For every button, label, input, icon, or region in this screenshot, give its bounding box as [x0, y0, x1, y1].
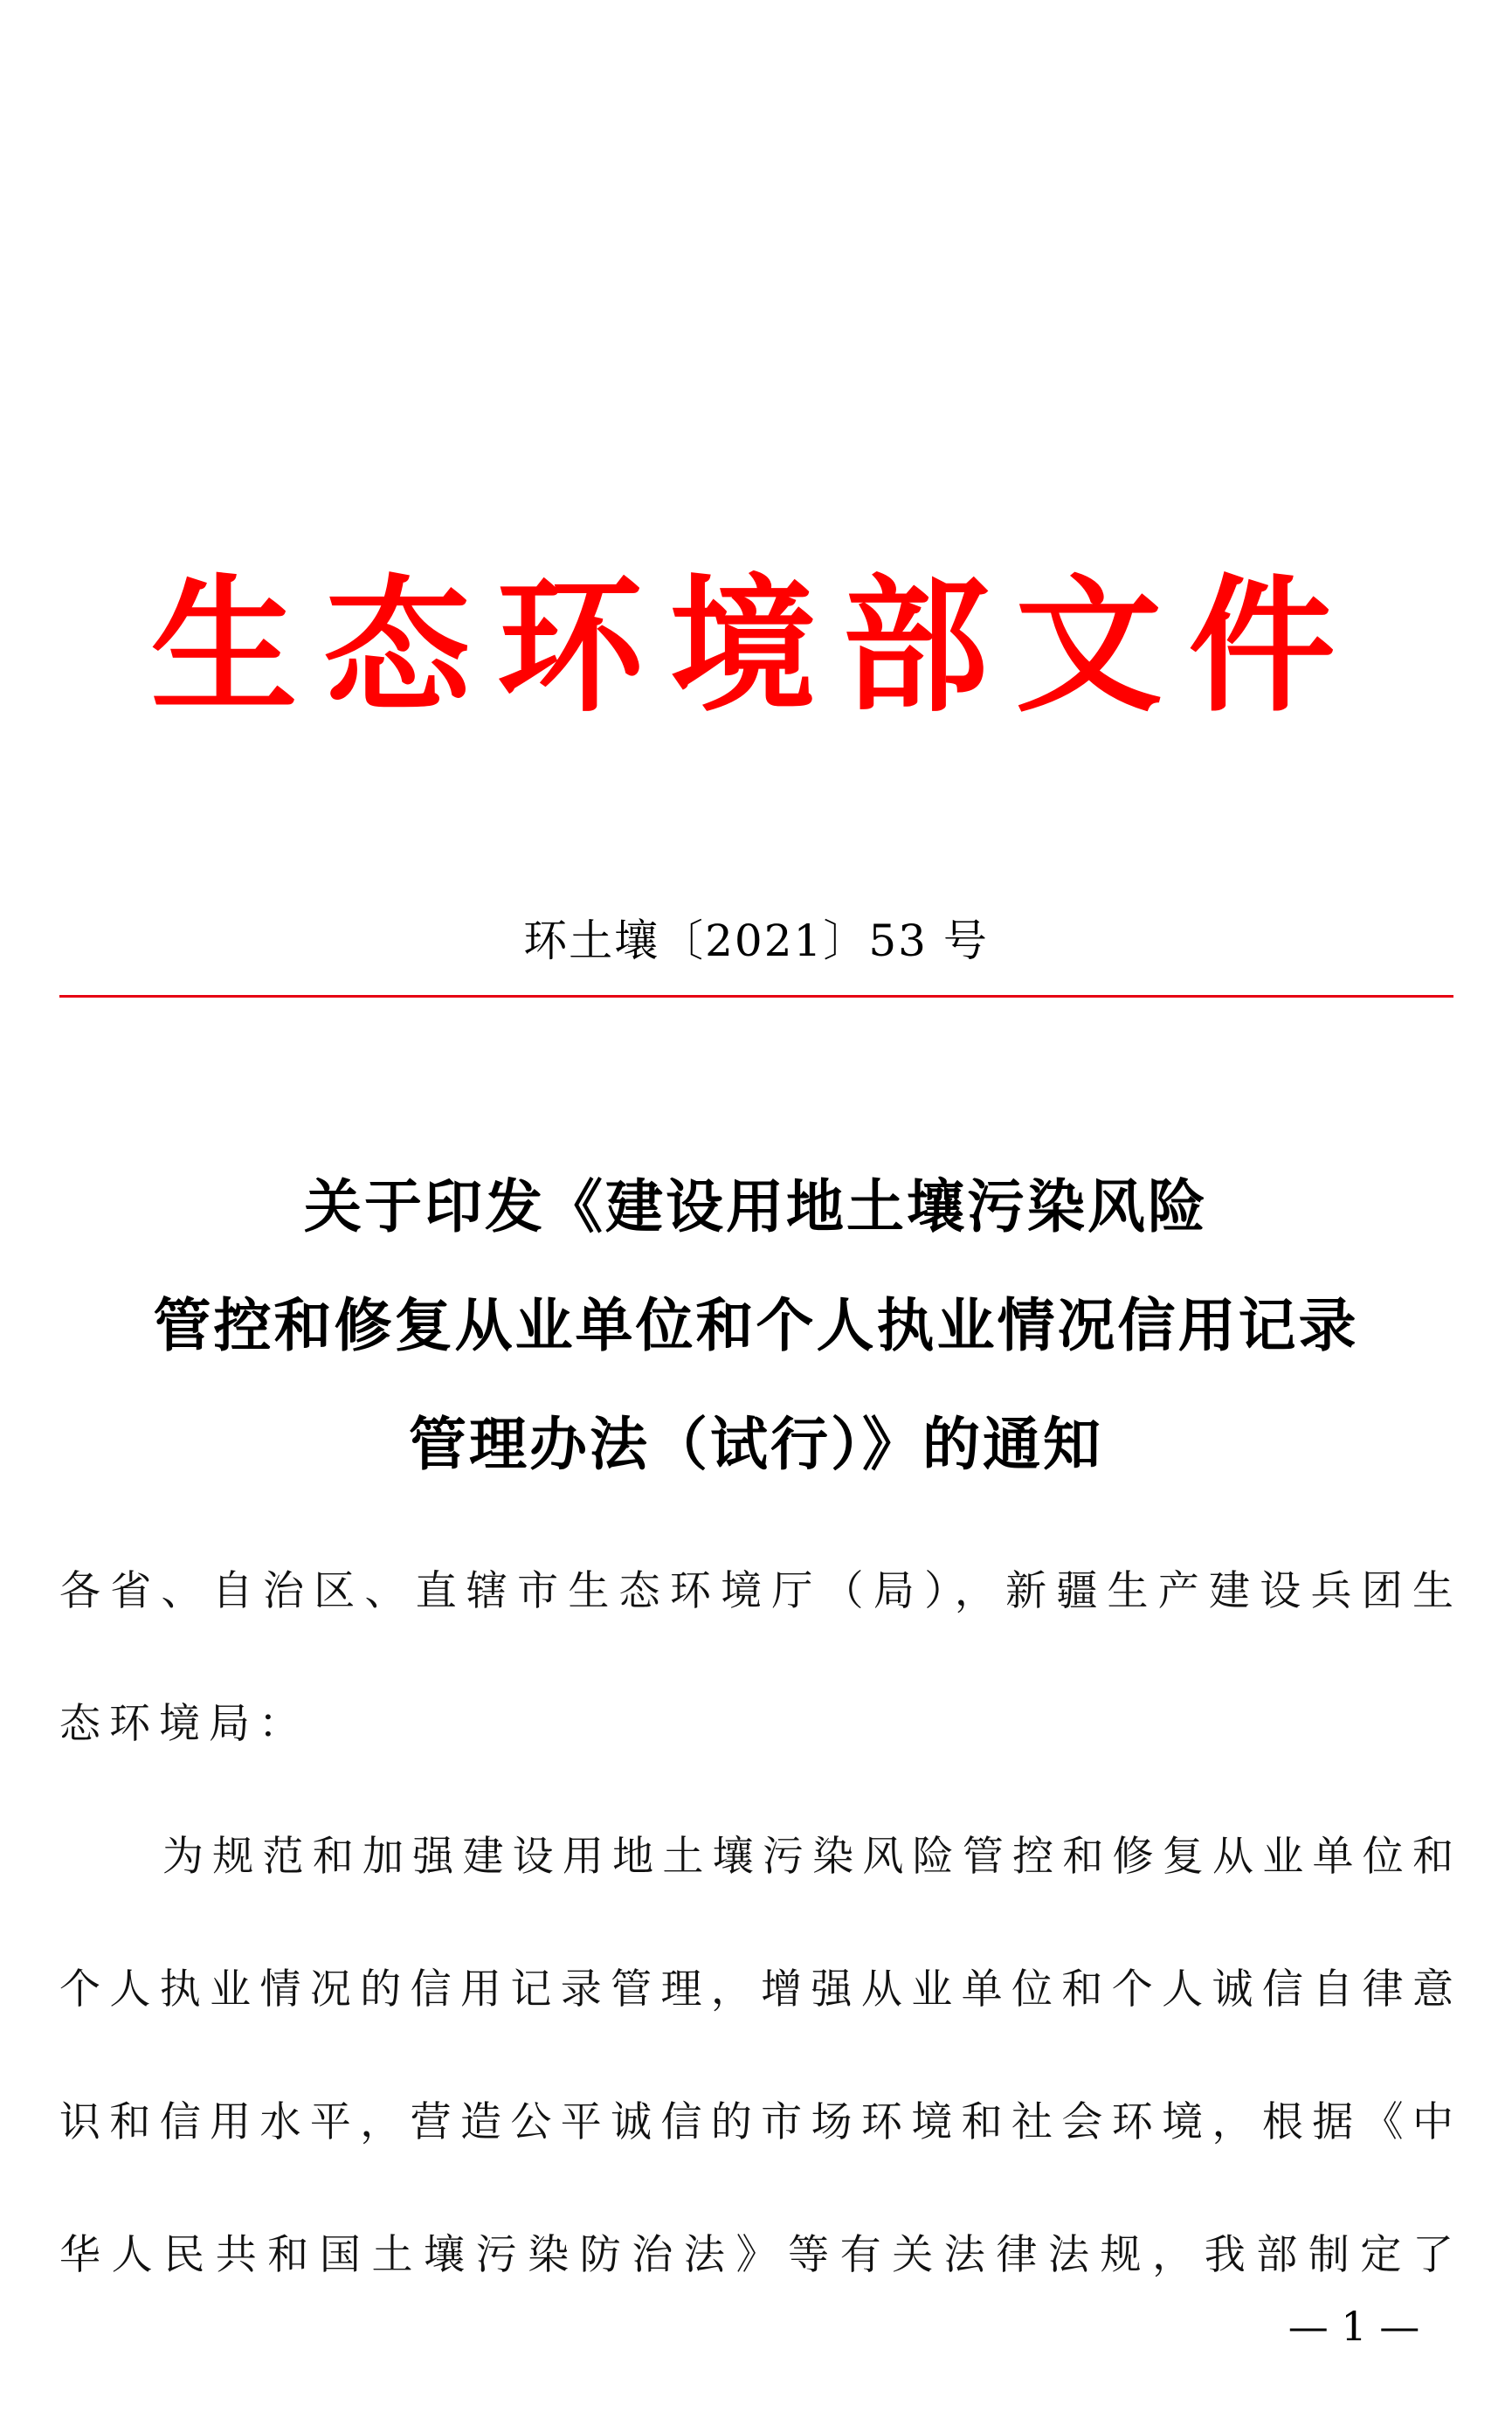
paragraph-line: 华人民共和国土壤污染防治法》等有关法律法规，我部制定了: [59, 2231, 1453, 2279]
paragraph-line: 个人执业情况的信用记录管理，增强从业单位和个人诚信自律意: [59, 1966, 1453, 2014]
paragraph-line: 为规范和加强建设用地土壤污染风险管控和修复从业单位和: [162, 1833, 1453, 1881]
title-line: 管控和修复从业单位和个人执业情况信用记录: [153, 1292, 1359, 1359]
addressee-line: 各省、自治区、直辖市生态环境厅（局），新疆生产建设兵团生: [59, 1567, 1453, 1615]
addressee-line: 态环境局：: [59, 1700, 308, 1748]
issuer-header: 生态环境部文件: [150, 561, 1362, 732]
red-separator-line: [59, 995, 1453, 998]
document-body: [59, 1557, 1453, 2353]
title-line: 管理办法（试行）》的通知: [409, 1411, 1103, 1478]
document-number: 环土壤〔2021〕53 号: [523, 915, 989, 966]
document-title: [0, 1164, 1512, 1520]
title-line: 关于印发《建设用地土壤污染风险: [304, 1173, 1208, 1240]
paragraph-line: 识和信用水平，营造公平诚信的市场环境和社会环境，根据《中: [59, 2098, 1453, 2146]
page-number: — 1 —: [1288, 2303, 1420, 2350]
